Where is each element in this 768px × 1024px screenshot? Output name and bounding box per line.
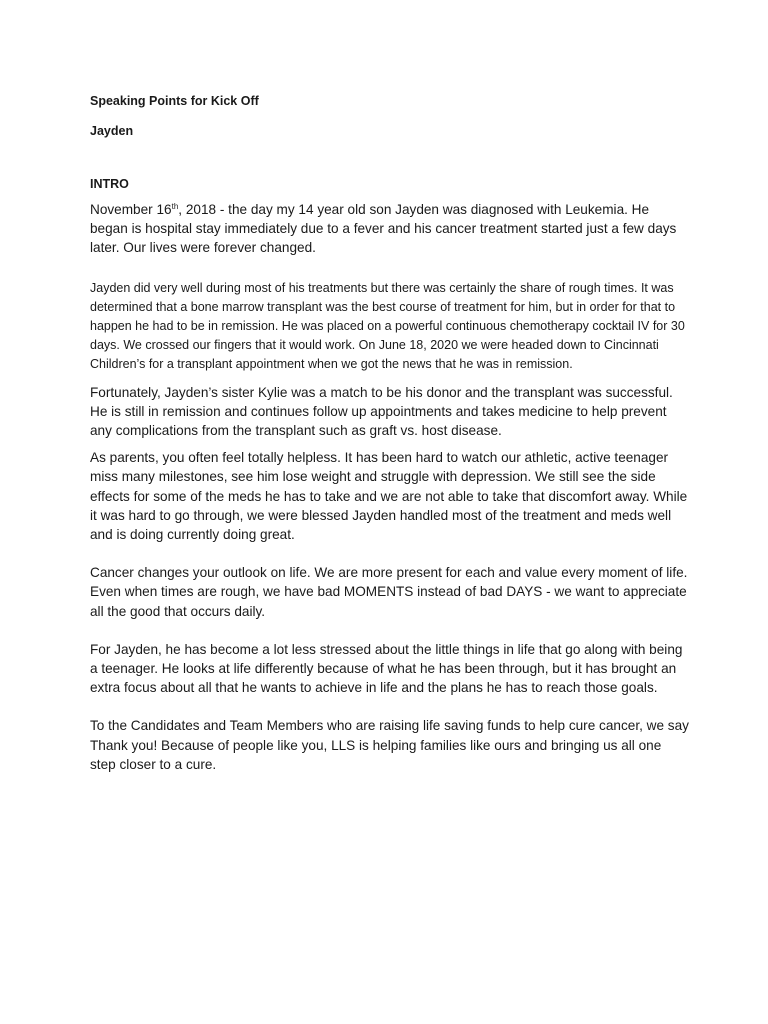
paragraph-thank-you: To the Candidates and Team Members who are raising life saving funds to help cure cancer, we say Thank you! Because of people like you, LLS is helping families like ours and bringing us all one step closer to a cure.: [90, 718, 689, 772]
paragraph-jayden-focus: For Jayden, he has become a lot less stressed about the little things in life that go along with being a teenager. He looks at life differently because of what he has been through, but it has brought an extra focus about all that he wants to achieve in life and the plans he has to reach those goals.: [90, 641, 683, 696]
diagnosis-year: , 2018 -: [178, 202, 225, 217]
speaker-name: Jayden: [90, 124, 134, 138]
document-page: [90, 93, 690, 774]
diagnosis-text: the day my 14 year old son Jayden was diagnosed with Leukemia. He began is hospital stay immediately due to a fever and his cancer treatment started just a few days later. Our lives were forever changed.: [90, 202, 677, 256]
paragraph-diagnosis: [90, 200, 690, 258]
diagnosis-date: November 16: [90, 202, 172, 217]
section-heading-intro: INTRO: [90, 177, 129, 191]
date-ordinal-suffix: th: [171, 202, 179, 211]
paragraph-treatment: Jayden did very well during most of his treatments but there was certainly the share of rough times. It was determined that a bone marrow transplant was the best course of treatment for him, but in order for that to happen he had to be in remission. He was placed on a powerful continuous chemotherapy cocktail IV for 30 days. We crossed our fingers that it would work. On June 18, 2020 we were headed down to Cincinnati Children’s for a transplant appointment when we got the news that he was in remission.: [90, 280, 685, 372]
paragraph-transplant: Fortunately, Jayden’s sister Kylie was a match to be his donor and the transplant was successful. He is still in remission and continues follow up appointments and takes medicine to help prevent any complications from the transplant such as graft vs. host disease.: [90, 384, 673, 439]
paragraph-parents: As parents, you often feel totally helpless. It has been hard to watch our athletic, active teenager miss many milestones, see him lose weight and struggle with depression. We still see the side effects for some of the meds he has to take and we are not able to take that discomfort away. While it was hard to go through, we were blessed Jayden handled most of the treatment and meds well and is doing currently doing great.: [90, 450, 688, 543]
document-title: Speaking Points for Kick Off: [90, 94, 259, 108]
paragraph-outlook: Cancer changes your outlook on life. We are more present for each and value every moment of life. Even when times are rough, we have bad MOMENTS instead of bad DAYS - we want to appreciate all the good that occurs daily.: [90, 565, 688, 619]
